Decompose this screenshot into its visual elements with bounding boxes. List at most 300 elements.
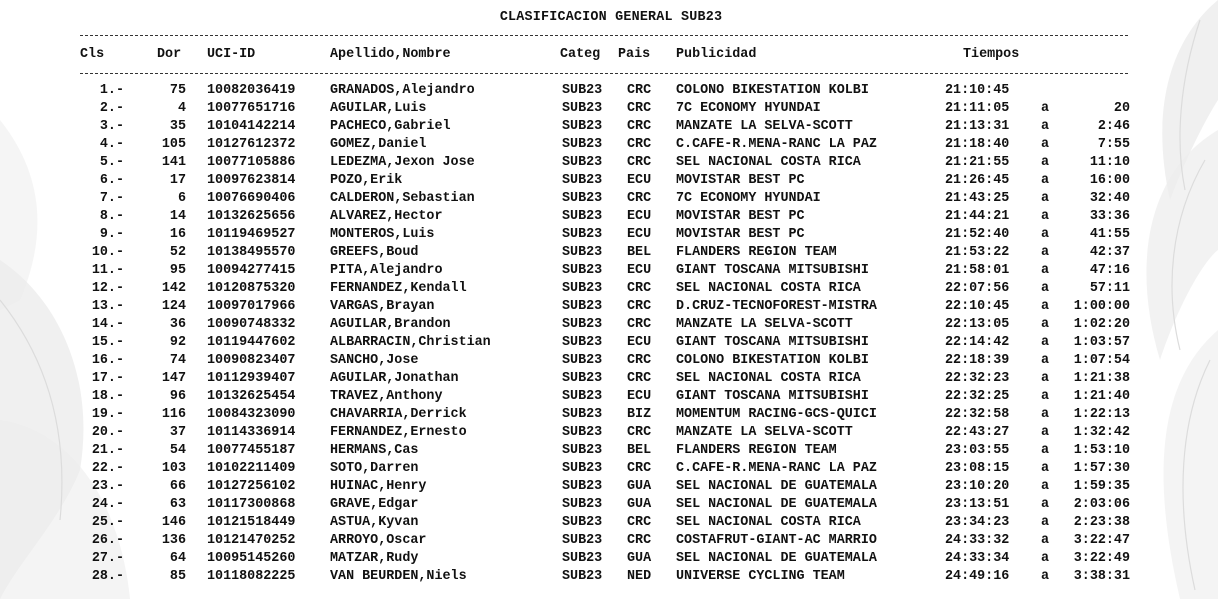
cell-rank: 21.- xyxy=(91,443,124,458)
cell-category: SUB23 xyxy=(562,209,603,224)
cell-rider-name: VARGAS,Brayan xyxy=(330,299,435,314)
cell-team: MOVISTAR BEST PC xyxy=(676,173,805,188)
table-header xyxy=(0,47,1218,64)
cell-team: GIANT TOSCANA MITSUBISHI xyxy=(676,389,869,404)
table-row xyxy=(0,100,1218,118)
cell-bib: 36 xyxy=(169,317,186,332)
cell-a-marker: a xyxy=(1041,101,1050,116)
cell-time: 23:34:23 xyxy=(945,515,1010,530)
cell-rider-name: ALBARRACIN,Christian xyxy=(330,335,491,350)
cell-uci-id: 10097017966 xyxy=(207,299,296,314)
cell-rank: 19.- xyxy=(91,407,124,422)
cell-team: D.CRUZ-TECNOFOREST-MISTRA xyxy=(676,299,877,314)
cell-rider-name: AGUILAR,Luis xyxy=(330,101,427,116)
cell-time: 22:18:39 xyxy=(945,353,1010,368)
cell-gap: 3:22:49 xyxy=(1073,551,1130,566)
table-row xyxy=(0,352,1218,370)
cell-bib: 16 xyxy=(169,227,186,242)
cell-rider-name: PACHECO,Gabriel xyxy=(330,119,451,134)
cell-team: C.CAFE-R.MENA-RANC LA PAZ xyxy=(676,461,877,476)
cell-country: CRC xyxy=(627,281,652,296)
cell-category: SUB23 xyxy=(562,443,603,458)
table-row xyxy=(0,424,1218,442)
cell-time: 21:10:45 xyxy=(945,83,1010,98)
table-row xyxy=(0,118,1218,136)
cell-gap: 11:10 xyxy=(1089,155,1130,170)
cell-country: BIZ xyxy=(627,407,652,422)
cell-rider-name: AGUILAR,Jonathan xyxy=(330,371,459,386)
cell-a-marker: a xyxy=(1041,479,1050,494)
header-publicidad: Publicidad xyxy=(676,47,757,62)
document-title: CLASIFICACION GENERAL SUB23 xyxy=(499,10,723,25)
cell-rider-name: HERMANS,Cas xyxy=(330,443,419,458)
table-row xyxy=(0,280,1218,298)
cell-rider-name: CALDERON,Sebastian xyxy=(330,191,475,206)
table-row xyxy=(0,532,1218,550)
cell-uci-id: 10127256102 xyxy=(207,479,296,494)
cell-gap: 57:11 xyxy=(1089,281,1130,296)
cell-bib: 96 xyxy=(169,389,186,404)
cell-gap: 1:59:35 xyxy=(1073,479,1130,494)
cell-category: SUB23 xyxy=(562,461,603,476)
cell-uci-id: 10090823407 xyxy=(207,353,296,368)
cell-rank: 6.- xyxy=(99,173,124,188)
cell-team: COLONO BIKESTATION KOLBI xyxy=(676,353,869,368)
cell-uci-id: 10138495570 xyxy=(207,245,296,260)
cell-country: CRC xyxy=(627,137,652,152)
cell-bib: 52 xyxy=(169,245,186,260)
cell-a-marker: a xyxy=(1041,119,1050,134)
table-row xyxy=(0,334,1218,352)
cell-uci-id: 10090748332 xyxy=(207,317,296,332)
cell-rider-name: LEDEZMA,Jexon Jose xyxy=(330,155,475,170)
cell-country: CRC xyxy=(627,425,652,440)
table-row xyxy=(0,496,1218,514)
table-row xyxy=(0,226,1218,244)
cell-country: ECU xyxy=(627,263,652,278)
cell-gap: 47:16 xyxy=(1089,263,1130,278)
cell-category: SUB23 xyxy=(562,137,603,152)
cell-country: CRC xyxy=(627,299,652,314)
table-row xyxy=(0,262,1218,280)
cell-time: 24:33:34 xyxy=(945,551,1010,566)
cell-rank: 5.- xyxy=(99,155,124,170)
cell-bib: 17 xyxy=(169,173,186,188)
cell-a-marker: a xyxy=(1041,533,1050,548)
cell-country: CRC xyxy=(627,83,652,98)
cell-rider-name: ALVAREZ,Hector xyxy=(330,209,443,224)
cell-rider-name: SOTO,Darren xyxy=(330,461,419,476)
cell-team: MOVISTAR BEST PC xyxy=(676,209,805,224)
cell-a-marker: a xyxy=(1041,353,1050,368)
cell-bib: 92 xyxy=(169,335,186,350)
table-row xyxy=(0,172,1218,190)
cell-uci-id: 10117300868 xyxy=(207,497,296,512)
cell-rider-name: ASTUA,Kyvan xyxy=(330,515,419,530)
cell-uci-id: 10132625454 xyxy=(207,389,296,404)
cell-country: CRC xyxy=(627,119,652,134)
cell-country: CRC xyxy=(627,317,652,332)
cell-country: CRC xyxy=(627,461,652,476)
table-row xyxy=(0,478,1218,496)
cell-uci-id: 10118082225 xyxy=(207,569,296,584)
cell-a-marker: a xyxy=(1041,407,1050,422)
cell-team: 7C ECONOMY HYUNDAI xyxy=(676,101,821,116)
cell-bib: 6 xyxy=(177,191,186,206)
cell-rider-name: POZO,Erik xyxy=(330,173,403,188)
header-dor: Dor xyxy=(157,47,182,62)
header-tiempos: Tiempos xyxy=(963,47,1020,62)
table-row xyxy=(0,154,1218,172)
cell-rank: 12.- xyxy=(91,281,124,296)
cell-bib: 116 xyxy=(161,407,186,422)
cell-gap: 32:40 xyxy=(1089,191,1130,206)
table-row xyxy=(0,550,1218,568)
cell-country: GUA xyxy=(627,479,652,494)
cell-category: SUB23 xyxy=(562,173,603,188)
cell-a-marker: a xyxy=(1041,173,1050,188)
cell-rank: 11.- xyxy=(91,263,124,278)
cell-country: CRC xyxy=(627,515,652,530)
cell-rider-name: AGUILAR,Brandon xyxy=(330,317,451,332)
cell-team: SEL NACIONAL DE GUATEMALA xyxy=(676,497,877,512)
cell-rank: 15.- xyxy=(91,335,124,350)
cell-uci-id: 10120875320 xyxy=(207,281,296,296)
cell-team: SEL NACIONAL DE GUATEMALA xyxy=(676,551,877,566)
cell-rank: 7.- xyxy=(99,191,124,206)
cell-a-marker: a xyxy=(1041,551,1050,566)
cell-team: MANZATE LA SELVA-SCOTT xyxy=(676,119,853,134)
table-row xyxy=(0,190,1218,208)
header-divider xyxy=(80,73,1128,74)
cell-a-marker: a xyxy=(1041,137,1050,152)
cell-gap: 1:00:00 xyxy=(1073,299,1130,314)
table-row xyxy=(0,370,1218,388)
cell-country: CRC xyxy=(627,353,652,368)
cell-uci-id: 10114336914 xyxy=(207,425,296,440)
cell-gap: 42:37 xyxy=(1089,245,1130,260)
cell-gap: 3:22:47 xyxy=(1073,533,1130,548)
cell-uci-id: 10097623814 xyxy=(207,173,296,188)
cell-category: SUB23 xyxy=(562,83,603,98)
cell-a-marker: a xyxy=(1041,389,1050,404)
table-row xyxy=(0,82,1218,100)
cell-rank: 24.- xyxy=(91,497,124,512)
cell-gap: 1:57:30 xyxy=(1073,461,1130,476)
cell-uci-id: 10127612372 xyxy=(207,137,296,152)
cell-category: SUB23 xyxy=(562,497,603,512)
cell-time: 21:13:31 xyxy=(945,119,1010,134)
cell-rank: 17.- xyxy=(91,371,124,386)
cell-bib: 142 xyxy=(161,281,186,296)
cell-team: COLONO BIKESTATION KOLBI xyxy=(676,83,869,98)
cell-rank: 4.- xyxy=(99,137,124,152)
cell-rank: 14.- xyxy=(91,317,124,332)
cell-category: SUB23 xyxy=(562,299,603,314)
cell-gap: 1:21:40 xyxy=(1073,389,1130,404)
cell-country: CRC xyxy=(627,191,652,206)
cell-uci-id: 10082036419 xyxy=(207,83,296,98)
cell-bib: 105 xyxy=(161,137,186,152)
cell-time: 24:49:16 xyxy=(945,569,1010,584)
cell-a-marker: a xyxy=(1041,317,1050,332)
cell-gap: 2:46 xyxy=(1097,119,1130,134)
cell-uci-id: 10077105886 xyxy=(207,155,296,170)
cell-a-marker: a xyxy=(1041,299,1050,314)
cell-rider-name: FERNANDEZ,Kendall xyxy=(330,281,467,296)
cell-category: SUB23 xyxy=(562,155,603,170)
cell-time: 24:33:32 xyxy=(945,533,1010,548)
cell-country: ECU xyxy=(627,227,652,242)
cell-gap: 20 xyxy=(1113,101,1130,116)
cell-uci-id: 10121470252 xyxy=(207,533,296,548)
cell-gap: 1:21:38 xyxy=(1073,371,1130,386)
cell-rank: 13.- xyxy=(91,299,124,314)
cell-category: SUB23 xyxy=(562,569,603,584)
cell-country: CRC xyxy=(627,155,652,170)
cell-rider-name: PITA,Alejandro xyxy=(330,263,443,278)
cell-rider-name: GREEFS,Boud xyxy=(330,245,419,260)
cell-uci-id: 10119469527 xyxy=(207,227,296,242)
cell-a-marker: a xyxy=(1041,443,1050,458)
table-row xyxy=(0,514,1218,532)
cell-time: 23:10:20 xyxy=(945,479,1010,494)
cell-time: 21:18:40 xyxy=(945,137,1010,152)
cell-a-marker: a xyxy=(1041,425,1050,440)
cell-uci-id: 10121518449 xyxy=(207,515,296,530)
cell-category: SUB23 xyxy=(562,371,603,386)
cell-gap: 1:07:54 xyxy=(1073,353,1130,368)
cell-category: SUB23 xyxy=(562,533,603,548)
cell-category: SUB23 xyxy=(562,317,603,332)
cell-category: SUB23 xyxy=(562,191,603,206)
cell-a-marker: a xyxy=(1041,335,1050,350)
cell-rank: 27.- xyxy=(91,551,124,566)
cell-time: 22:10:45 xyxy=(945,299,1010,314)
cell-rank: 26.- xyxy=(91,533,124,548)
cell-uci-id: 10076690406 xyxy=(207,191,296,206)
table-row xyxy=(0,316,1218,334)
cell-category: SUB23 xyxy=(562,551,603,566)
cell-team: GIANT TOSCANA MITSUBISHI xyxy=(676,263,869,278)
cell-time: 21:53:22 xyxy=(945,245,1010,260)
cell-uci-id: 10119447602 xyxy=(207,335,296,350)
cell-uci-id: 10077455187 xyxy=(207,443,296,458)
cell-gap: 1:02:20 xyxy=(1073,317,1130,332)
cell-bib: 103 xyxy=(161,461,186,476)
header-categ: Categ xyxy=(560,47,601,62)
cell-team: C.CAFE-R.MENA-RANC LA PAZ xyxy=(676,137,877,152)
cell-gap: 16:00 xyxy=(1089,173,1130,188)
cell-a-marker: a xyxy=(1041,263,1050,278)
cell-gap: 2:03:06 xyxy=(1073,497,1130,512)
cell-bib: 4 xyxy=(177,101,186,116)
cell-uci-id: 10084323090 xyxy=(207,407,296,422)
cell-rider-name: TRAVEZ,Anthony xyxy=(330,389,443,404)
cell-team: SEL NACIONAL DE GUATEMALA xyxy=(676,479,877,494)
cell-category: SUB23 xyxy=(562,407,603,422)
cell-bib: 63 xyxy=(169,497,186,512)
cell-gap: 33:36 xyxy=(1089,209,1130,224)
cell-a-marker: a xyxy=(1041,461,1050,476)
cell-a-marker: a xyxy=(1041,281,1050,296)
cell-time: 21:11:05 xyxy=(945,101,1010,116)
cell-category: SUB23 xyxy=(562,263,603,278)
cell-rank: 18.- xyxy=(91,389,124,404)
cell-category: SUB23 xyxy=(562,425,603,440)
cell-bib: 136 xyxy=(161,533,186,548)
cell-a-marker: a xyxy=(1041,227,1050,242)
cell-time: 21:52:40 xyxy=(945,227,1010,242)
table-row xyxy=(0,136,1218,154)
cell-rider-name: GRANADOS,Alejandro xyxy=(330,83,475,98)
table-row xyxy=(0,568,1218,586)
cell-rank: 8.- xyxy=(99,209,124,224)
cell-team: SEL NACIONAL COSTA RICA xyxy=(676,515,861,530)
header-cls: Cls xyxy=(80,47,105,62)
cell-country: ECU xyxy=(627,209,652,224)
cell-time: 21:58:01 xyxy=(945,263,1010,278)
cell-time: 21:43:25 xyxy=(945,191,1010,206)
cell-bib: 74 xyxy=(169,353,186,368)
cell-gap: 2:23:38 xyxy=(1073,515,1130,530)
cell-category: SUB23 xyxy=(562,515,603,530)
cell-rank: 9.- xyxy=(99,227,124,242)
cell-team: MOVISTAR BEST PC xyxy=(676,227,805,242)
cell-time: 22:07:56 xyxy=(945,281,1010,296)
cell-country: ECU xyxy=(627,335,652,350)
cell-gap: 1:03:57 xyxy=(1073,335,1130,350)
cell-category: SUB23 xyxy=(562,119,603,134)
cell-rider-name: HUINAC,Henry xyxy=(330,479,427,494)
table-row xyxy=(0,298,1218,316)
cell-uci-id: 10102211409 xyxy=(207,461,296,476)
cell-country: BEL xyxy=(627,245,652,260)
cell-team: FLANDERS REGION TEAM xyxy=(676,245,837,260)
cell-bib: 75 xyxy=(169,83,186,98)
cell-category: SUB23 xyxy=(562,335,603,350)
cell-time: 21:21:55 xyxy=(945,155,1010,170)
cell-category: SUB23 xyxy=(562,281,603,296)
cell-time: 22:32:23 xyxy=(945,371,1010,386)
cell-time: 22:43:27 xyxy=(945,425,1010,440)
cell-a-marker: a xyxy=(1041,569,1050,584)
cell-country: GUA xyxy=(627,497,652,512)
cell-country: NED xyxy=(627,569,652,584)
cell-bib: 141 xyxy=(161,155,186,170)
cell-bib: 14 xyxy=(169,209,186,224)
cell-gap: 1:32:42 xyxy=(1073,425,1130,440)
cell-rank: 20.- xyxy=(91,425,124,440)
cell-gap: 1:22:13 xyxy=(1073,407,1130,422)
cell-rider-name: MATZAR,Rudy xyxy=(330,551,419,566)
cell-bib: 124 xyxy=(161,299,186,314)
cell-category: SUB23 xyxy=(562,245,603,260)
cell-uci-id: 10104142214 xyxy=(207,119,296,134)
cell-time: 22:14:42 xyxy=(945,335,1010,350)
cell-gap: 3:38:31 xyxy=(1073,569,1130,584)
cell-uci-id: 10077651716 xyxy=(207,101,296,116)
cell-uci-id: 10094277415 xyxy=(207,263,296,278)
cell-category: SUB23 xyxy=(562,479,603,494)
cell-rank: 3.- xyxy=(99,119,124,134)
cell-country: BEL xyxy=(627,443,652,458)
table-row xyxy=(0,244,1218,262)
cell-time: 22:13:05 xyxy=(945,317,1010,332)
cell-team: FLANDERS REGION TEAM xyxy=(676,443,837,458)
cell-team: MANZATE LA SELVA-SCOTT xyxy=(676,425,853,440)
cell-time: 23:13:51 xyxy=(945,497,1010,512)
cell-category: SUB23 xyxy=(562,389,603,404)
cell-a-marker: a xyxy=(1041,497,1050,512)
cell-uci-id: 10112939407 xyxy=(207,371,296,386)
cell-category: SUB23 xyxy=(562,353,603,368)
cell-a-marker: a xyxy=(1041,191,1050,206)
cell-time: 23:08:15 xyxy=(945,461,1010,476)
cell-rider-name: VAN BEURDEN,Niels xyxy=(330,569,467,584)
cell-country: GUA xyxy=(627,551,652,566)
cell-team: MOMENTUM RACING-GCS-QUICI xyxy=(676,407,877,422)
cell-rank: 28.- xyxy=(91,569,124,584)
cell-country: CRC xyxy=(627,101,652,116)
cell-rank: 1.- xyxy=(99,83,124,98)
cell-time: 22:32:58 xyxy=(945,407,1010,422)
cell-time: 21:26:45 xyxy=(945,173,1010,188)
cell-country: ECU xyxy=(627,173,652,188)
cell-bib: 85 xyxy=(169,569,186,584)
cell-team: MANZATE LA SELVA-SCOTT xyxy=(676,317,853,332)
cell-gap: 7:55 xyxy=(1097,137,1130,152)
cell-a-marker: a xyxy=(1041,515,1050,530)
cell-team: SEL NACIONAL COSTA RICA xyxy=(676,371,861,386)
cell-country: CRC xyxy=(627,533,652,548)
cell-rank: 22.- xyxy=(91,461,124,476)
cell-gap: 41:55 xyxy=(1089,227,1130,242)
cell-team: UNIVERSE CYCLING TEAM xyxy=(676,569,845,584)
cell-uci-id: 10095145260 xyxy=(207,551,296,566)
table-row xyxy=(0,460,1218,478)
cell-rider-name: CHAVARRIA,Derrick xyxy=(330,407,467,422)
cell-rider-name: GOMEZ,Daniel xyxy=(330,137,427,152)
cell-a-marker: a xyxy=(1041,155,1050,170)
header-pais: Pais xyxy=(618,47,651,62)
cell-rank: 10.- xyxy=(91,245,124,260)
top-divider xyxy=(80,35,1128,36)
cell-time: 23:03:55 xyxy=(945,443,1010,458)
cell-bib: 54 xyxy=(169,443,186,458)
cell-bib: 147 xyxy=(161,371,186,386)
cell-a-marker: a xyxy=(1041,245,1050,260)
cell-rider-name: SANCHO,Jose xyxy=(330,353,419,368)
cell-bib: 95 xyxy=(169,263,186,278)
cell-bib: 37 xyxy=(169,425,186,440)
cell-rank: 2.- xyxy=(99,101,124,116)
cell-rider-name: MONTEROS,Luis xyxy=(330,227,435,242)
table-row xyxy=(0,442,1218,460)
cell-rank: 16.- xyxy=(91,353,124,368)
cell-team: COSTAFRUT-GIANT-AC MARRIO xyxy=(676,533,877,548)
cell-rider-name: GRAVE,Edgar xyxy=(330,497,419,512)
table-row xyxy=(0,388,1218,406)
table-row xyxy=(0,406,1218,424)
cell-gap: 1:53:10 xyxy=(1073,443,1130,458)
cell-category: SUB23 xyxy=(562,227,603,242)
cell-team: SEL NACIONAL COSTA RICA xyxy=(676,155,861,170)
cell-rank: 23.- xyxy=(91,479,124,494)
cell-bib: 66 xyxy=(169,479,186,494)
cell-time: 22:32:25 xyxy=(945,389,1010,404)
header-uci-id: UCI-ID xyxy=(207,47,256,62)
